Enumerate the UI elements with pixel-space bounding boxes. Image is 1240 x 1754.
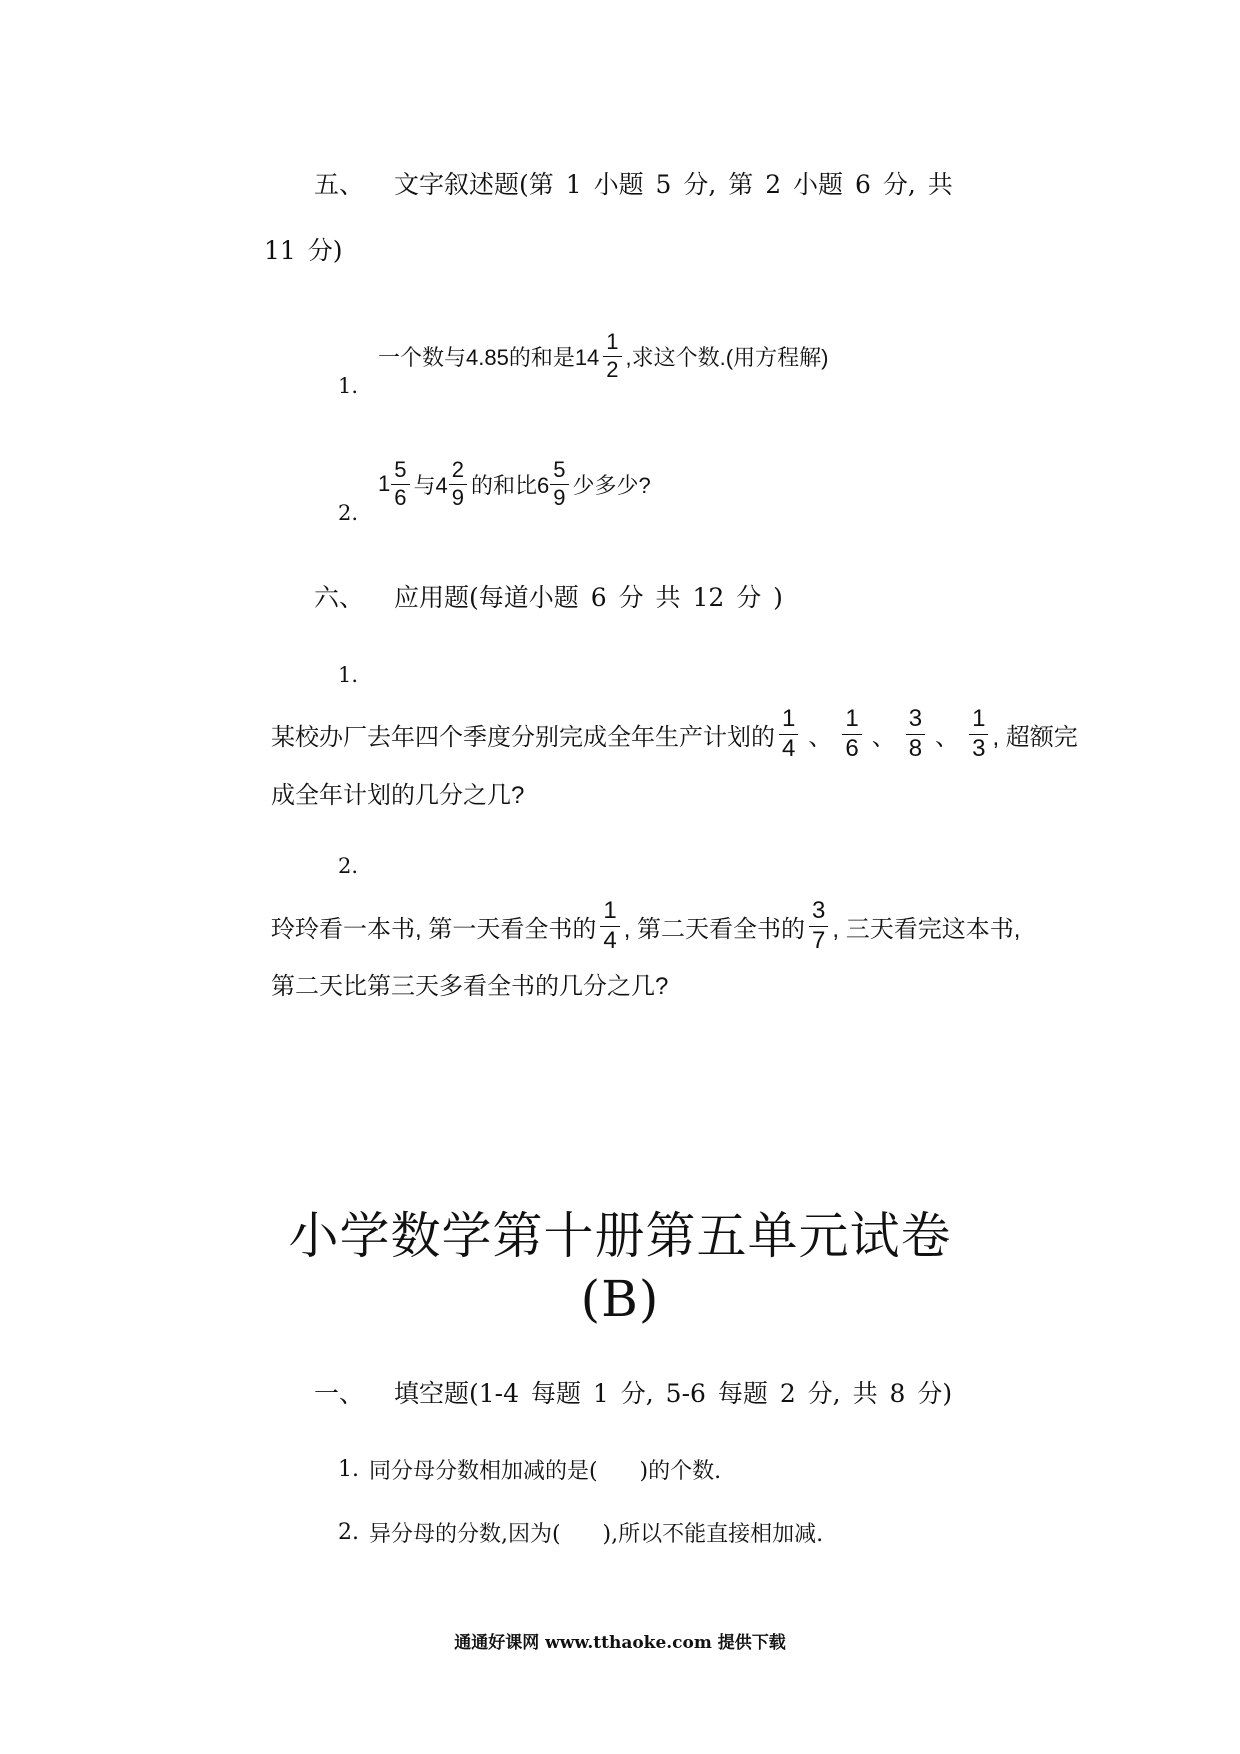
section5-q2-number <box>338 493 358 533</box>
fraction <box>449 458 467 509</box>
section5-q2-equation <box>378 456 651 512</box>
question-number: 1. <box>338 374 359 398</box>
fraction-denominator: 7 <box>812 926 826 954</box>
question-text: 成全年计划的几分之几? <box>271 781 525 809</box>
fraction-numerator: 1 <box>600 898 619 926</box>
fraction-numerator: 5 <box>550 458 568 484</box>
fraction-numerator: 1 <box>779 706 798 734</box>
section6-q1-number <box>338 655 358 695</box>
exam-title-variant: (B) <box>580 1270 660 1328</box>
section5-title-line1: 文字叙述题(第 1 小题 5 分, 第 2 小题 6 分, 共 <box>394 170 953 199</box>
fraction-denominator: 3 <box>972 734 986 762</box>
fraction <box>779 706 798 762</box>
question-text: , 超额完 <box>992 723 1078 751</box>
fraction <box>391 458 409 509</box>
fraction-denominator: 6 <box>845 734 859 762</box>
section5-heading <box>314 163 953 203</box>
fraction-numerator: 1 <box>842 706 861 734</box>
fraction-denominator: 9 <box>553 484 566 510</box>
fraction-numerator: 1 <box>603 330 621 356</box>
fraction-denominator: 2 <box>606 356 619 382</box>
section5-q1-number <box>338 366 358 406</box>
question-text: 同分母分数相加减的是( )的个数. <box>369 1458 722 1484</box>
equation-text: ,求这个数.(用方程解) <box>625 344 829 370</box>
section1-title: 填空题(1-4 每题 1 分, 5-6 每题 2 分, 共 8 分) <box>394 1379 953 1408</box>
section1-q2 <box>338 1512 823 1552</box>
fraction-denominator: 6 <box>394 484 407 510</box>
fraction <box>969 706 988 762</box>
section6-q2-line2 <box>271 963 668 1003</box>
section6-q2-line1 <box>271 898 1020 954</box>
question-text: 第二天比第三天多看全书的几分之几? <box>271 972 669 1000</box>
section6-heading <box>314 576 783 616</box>
whole-number: 1 <box>378 471 391 496</box>
list-separator: 、 <box>935 723 960 751</box>
section5-q1-equation <box>378 328 828 384</box>
section6-title: 应用题(每道小题 6 分 共 12 分 ) <box>394 583 783 612</box>
question-text: 某校办厂去年四个季度分别完成全年生产计划的 <box>271 723 775 751</box>
list-separator: 、 <box>808 723 833 751</box>
question-number: 2. <box>338 1519 359 1545</box>
question-text: , 第二天看全书的 <box>623 915 806 943</box>
section1-heading <box>314 1372 952 1412</box>
fraction-numerator: 1 <box>969 706 988 734</box>
section6-number: 六、 <box>314 583 365 612</box>
exam-title-variant-line <box>0 1267 1240 1331</box>
exam-title <box>0 1200 1240 1264</box>
list-separator: 、 <box>871 723 896 751</box>
section5-heading-continued <box>264 229 343 269</box>
section1-q1 <box>338 1449 721 1489</box>
fraction <box>906 706 925 762</box>
fraction <box>550 458 568 509</box>
fraction <box>842 706 861 762</box>
fraction-denominator: 8 <box>908 734 923 762</box>
exam-title-main: 小学数学第十册第五单元试卷 <box>288 1207 952 1265</box>
equation-text: 少多少? <box>572 472 651 498</box>
fraction <box>809 898 828 954</box>
fraction <box>603 330 621 381</box>
fraction-numerator: 3 <box>906 706 925 734</box>
section5-number: 五、 <box>314 170 365 199</box>
question-text: 异分母的分数,因为( ),所以不能直接相加减. <box>369 1521 824 1547</box>
fraction-numerator: 2 <box>449 458 467 484</box>
question-number: 2. <box>338 501 359 525</box>
section6-q1-line2 <box>271 772 524 812</box>
section6-q1-line1 <box>271 706 1078 762</box>
equation-text: 一个数与4.85的和是14 <box>378 344 600 370</box>
footer-text: 通通好课网 www.tthaoke.com 提供下载 <box>454 1632 786 1653</box>
fraction-denominator: 4 <box>782 734 796 762</box>
equation-text: 的和比6 <box>471 472 550 498</box>
fraction-numerator: 5 <box>391 458 409 484</box>
equation-text: 与4 <box>413 472 448 498</box>
question-number: 1. <box>338 1456 359 1482</box>
fraction-denominator: 9 <box>451 484 464 510</box>
section1-number: 一、 <box>314 1379 365 1408</box>
section5-title-line2: 11 分) <box>264 236 343 265</box>
section6-q2-number <box>338 846 358 886</box>
question-text: , 三天看完这本书, <box>832 915 1021 943</box>
fraction-denominator: 4 <box>603 926 617 954</box>
question-text: 玲玲看一本书, 第一天看全书的 <box>271 915 597 943</box>
page-footer <box>0 1625 1240 1655</box>
fraction <box>600 898 619 954</box>
question-number: 2. <box>338 854 359 878</box>
fraction-numerator: 3 <box>809 898 828 926</box>
question-number: 1. <box>338 663 359 687</box>
